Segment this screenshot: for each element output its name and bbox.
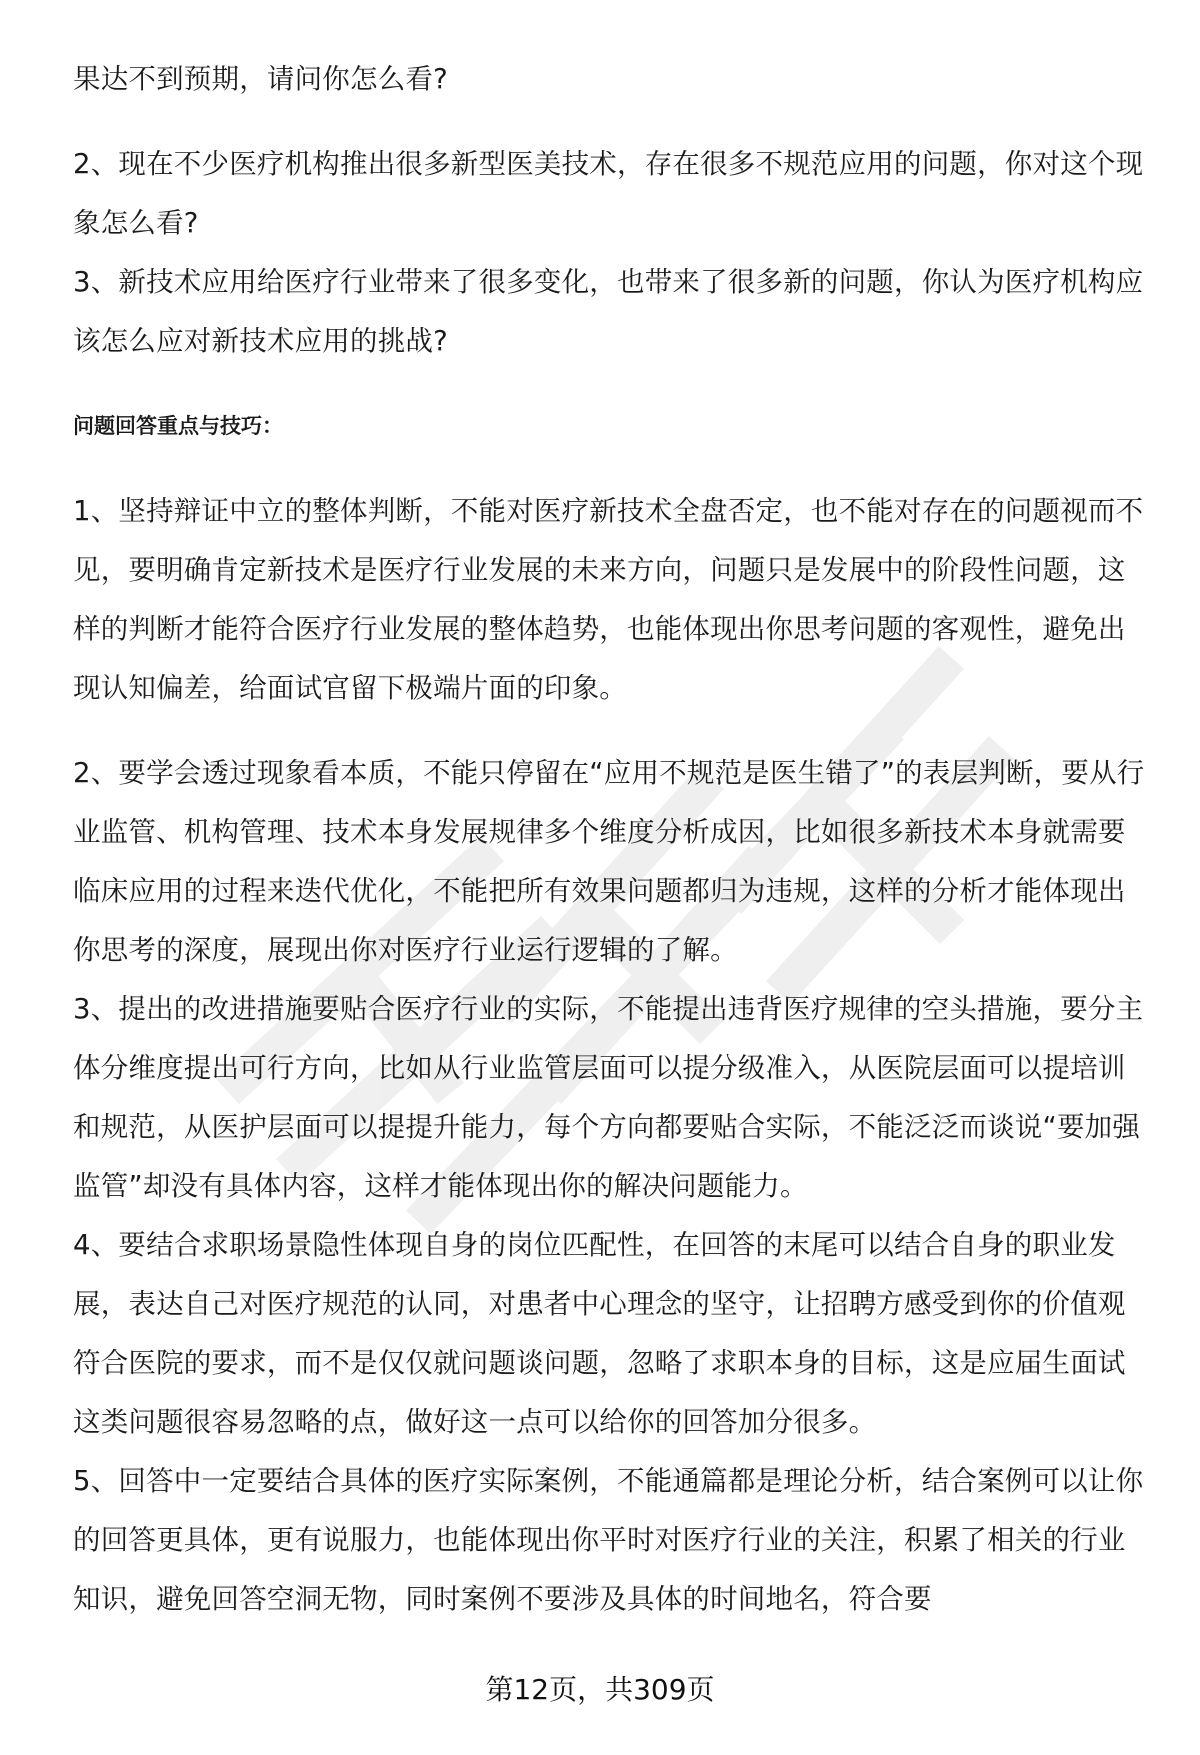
point-5: 5、回答中一定要结合具体的医疗实际案例，不能通篇都是理论分析，结合案例可以让你的回答更具体，更有说服力，也能体现出你平时对医疗行业的关注，积累了相关的行业知识，避免回答空洞无物，同时案例不要涉及具体的时间地名，符合要	[73, 1465, 1144, 1615]
paragraph-question-2: 2、现在不少医疗机构推出很多新型医美技术，存在很多不规范应用的问题，你对这个现象怎么看?	[73, 148, 1144, 239]
paragraph-question-3: 3、新技术应用给医疗行业带来了很多变化，也带来了很多新的问题，你认为医疗机构应该怎么应对新技术应用的挑战?	[73, 266, 1144, 357]
paragraph-question-1-tail: 果达不到预期，请问你怎么看?	[73, 63, 448, 95]
point-2: 2、要学会透过现象看本质，不能只停留在“应用不规范是医生错了”的表层判断，要从行业监管、机构管理、技术本身发展规律多个维度分析成因，比如很多新技术本身就需要临床应用的过程来迭代优化，不能把所有效果问题都归为违规，这样的分析才能体现出你思考的深度，展现出你对医疗行业运行逻辑的了解。	[73, 757, 1145, 966]
point-3: 3、提出的改进措施要贴合医疗行业的实际，不能提出违背医疗规律的空头措施，要分主体分维度提出可行方向，比如从行业监管层面可以提分级准入，从医院层面可以提培训和规范，从医护层面可以提提升能力，每个方向都要贴合实际，不能泛泛而谈说“要加强监管”却没有具体内容，这样才能体现出你的解决问题能力。	[73, 993, 1144, 1202]
page-number-footer: 第12页，共309页	[485, 1673, 715, 1706]
point-4: 4、要结合求职场景隐性体现自身的岗位匹配性，在回答的末尾可以结合自身的职业发展，表达自己对医疗规范的认同，对患者中心理念的坚守，让招聘方感受到你的价值观符合医院的要求，而不是仅仅就问题谈问题，忽略了求职本身的目标，这是应届生面试这类问题很容易忽略的点，做好这一点可以给你的回答加分很多。	[73, 1229, 1126, 1438]
section-heading: 问题回答重点与技巧：	[73, 414, 283, 438]
point-1: 1、坚持辩证中立的整体判断，不能对医疗新技术全盘否定，也不能对存在的问题视而不见，要明确肯定新技术是医疗行业发展的未来方向，问题只是发展中的阶段性问题，这样的判断才能符合医疗行业发展的整体趋势，也能体现出你思考问题的客观性，避免出现认知偏差，给面试官留下极端片面的印象。	[73, 495, 1144, 704]
document-body	[73, 50, 1153, 1629]
